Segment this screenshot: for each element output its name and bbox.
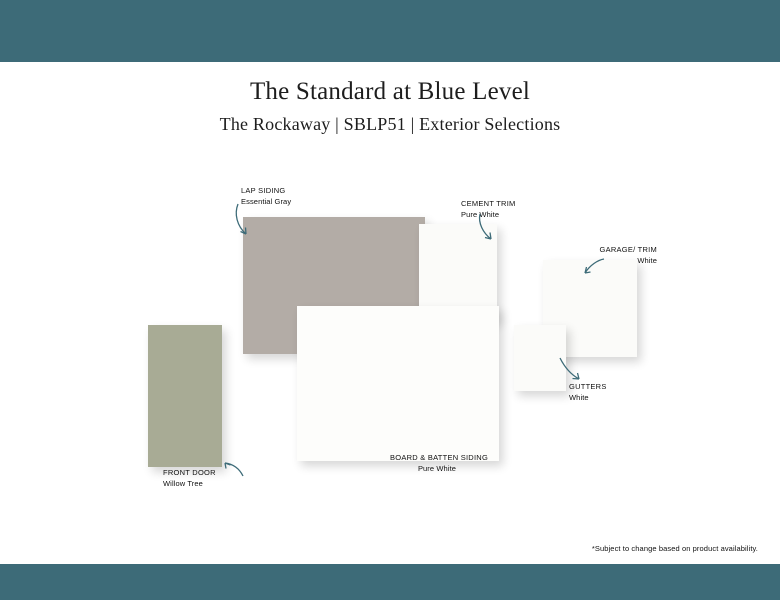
label-front-door-color: Willow Tree	[163, 478, 203, 488]
page-title: The Standard at Blue Level	[249, 78, 531, 105]
label-front-door	[163, 468, 216, 490]
header-band	[0, 0, 780, 62]
arrow-cement-trim-icon	[477, 211, 509, 247]
label-garage-trim-category: GARAGE/ TRIM	[599, 245, 657, 254]
label-board-batten-color: Pure White	[417, 463, 457, 473]
label-gutters-category: GUTTERS	[569, 382, 607, 391]
arrow-lap-siding-icon	[232, 200, 272, 242]
swatch-front-door	[148, 325, 222, 467]
arrow-garage-trim-icon	[578, 256, 608, 282]
label-cement-trim-category: CEMENT TRIM	[461, 199, 516, 208]
label-front-door-category: FRONT DOOR	[163, 468, 216, 477]
title-block	[0, 78, 780, 135]
label-gutters	[569, 382, 607, 404]
label-garage-trim-color: White	[637, 255, 657, 265]
label-cement-trim-color: Pure White	[461, 209, 500, 219]
swatch-board-batten-siding	[297, 306, 499, 461]
label-lap-siding-category: LAP SIDING	[241, 186, 286, 195]
label-lap-siding-color: Essential Gray	[241, 196, 292, 206]
page-subtitle: The Rockaway | SBLP51 | Exterior Selections	[219, 114, 561, 134]
label-gutters-color: White	[569, 392, 589, 402]
footer-band	[0, 564, 780, 600]
footnote: *Subject to change based on product availability.	[591, 544, 758, 553]
label-board-batten-category: BOARD & BATTEN SIDING	[390, 453, 489, 462]
label-board-batten-siding	[390, 453, 489, 475]
arrow-gutters-icon	[556, 355, 586, 385]
arrow-front-door-icon	[219, 460, 247, 480]
